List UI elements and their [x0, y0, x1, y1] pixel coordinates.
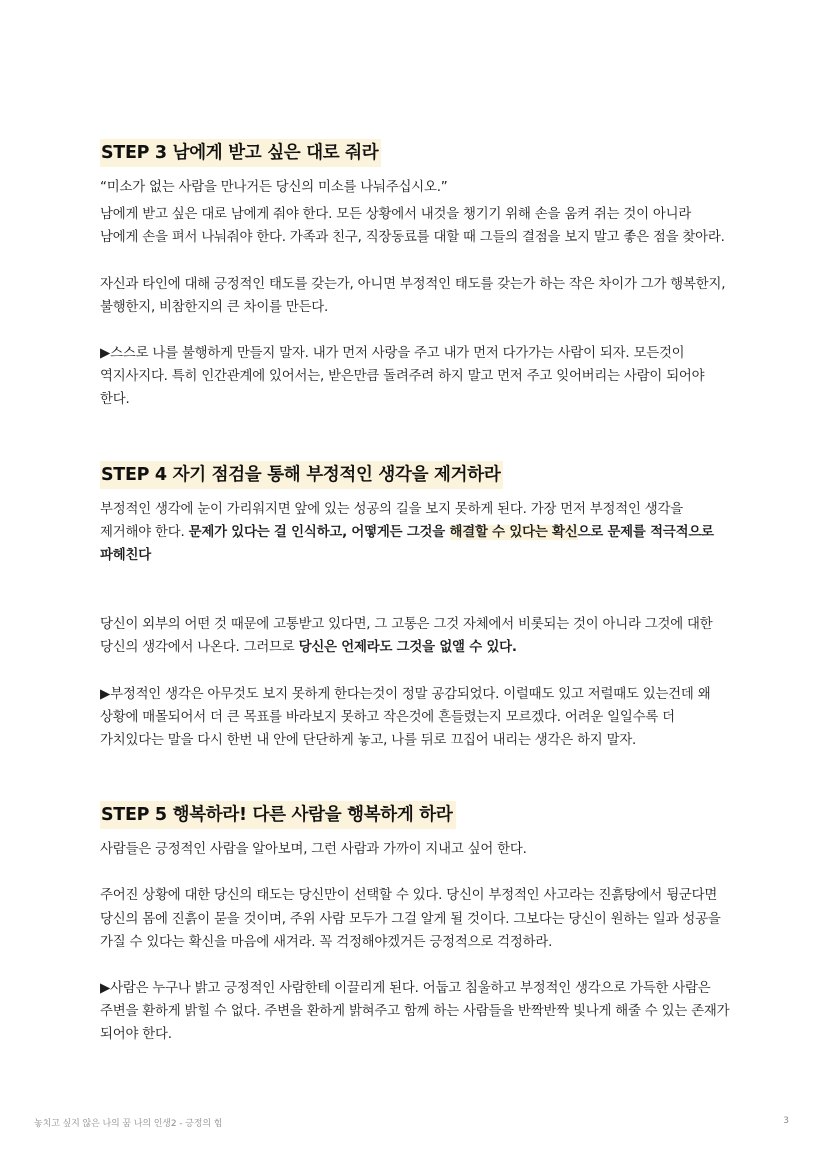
document-body — [100, 136, 732, 1047]
step3-quote: “미소가 없는 사람을 만나거든 당신의 미소를 나눠주십시오.” — [100, 180, 448, 195]
step3-paragraph-1: 남에게 받고 싶은 대로 남에게 줘야 한다. 모든 상황에서 내것을 챙기기 위해 손을 움켜 쥐는 것이 아니라 남에게 손을 펴서 나눠줘야 한다. 가족과 친구, 직장동료를 대할 때 그들의 결점을 보지 말고 좋은 점을 찾아라. — [100, 207, 725, 246]
step4-paragraph-2-bold: 당신은 언제라도 그것을 없앨 수 있다. — [298, 640, 517, 656]
section-step5 — [100, 798, 732, 1046]
page-number: 3 — [783, 1116, 789, 1126]
step4-heading: STEP 4 자기 점검을 통해 부정적인 생각을 제거하라 — [100, 461, 503, 489]
step5-paragraph-1: 사람들은 긍정적인 사람을 알아보며, 그런 사람과 가까이 지내고 싶어 한다. — [100, 842, 527, 858]
step4-paragraph-1-highlight: 해결할 수 있다는 확신 — [449, 524, 578, 540]
step4-paragraph-1-bold-a: 문제가 있다는 걸 인식하고, 어떻게든 그것을 — [188, 524, 450, 540]
step4-paragraph-1-bold-b: 으로 문제를 적극적으로 파헤친다 — [100, 524, 714, 564]
step3-heading: STEP 3 남에게 받고 싶은 대로 줘라 — [100, 139, 381, 167]
step3-paragraph-2: 자신과 타인에 대해 긍정적인 태도를 갖는가, 아니면 부정적인 태도를 갖는가 하는 작은 차이가 그가 행복한지, 불행한지, 비참한지의 큰 차이를 만든다. — [100, 276, 726, 315]
section-step4 — [100, 458, 732, 753]
step5-heading: STEP 5 행복하라! 다른 사람을 행복하게 하라 — [100, 801, 456, 829]
step5-paragraph-3: ▶사람은 누구나 밝고 긍정적인 사람한테 이끌리게 된다. 어둡고 침울하고 부정적인 생각으로 가득한 사람은 주변을 환하게 밝힐 수 없다. 주변을 환하게 밝혀주고 함께 하는 사람들을 반짝반짝 빛나게 해줄 수 있는 존재가 되어야 한다. — [100, 981, 730, 1043]
step5-paragraph-2: 주어진 상황에 대한 당신의 태도는 당신만이 선택할 수 있다. 당신이 부정적인 사고라는 진흙탕에서 뒹군다면 당신의 몸에 진흙이 묻을 것이며, 주위 사람 모두가 그걸 알게 될 것이다. 그보다는 당신이 원하는 일과 성공을 가질 수 있다는 확신을 마음에 새겨라. 꼭 걱정해야겠거든 긍정적으로 걱정하라. — [100, 888, 721, 950]
step4-paragraph-2-text: 당신이 외부의 어떤 것 때문에 고통받고 있다면, 그 고통은 그것 자체에서 비롯되는 것이 아니라 그것에 대한 당신의 생각에서 나온다. 그러므로 — [100, 617, 713, 656]
step3-paragraph-3: ▶스스로 나를 불행하게 만들지 말자. 내가 먼저 사랑을 주고 내가 먼저 다가가는 사람이 되자. 모든것이 역지사지다. 특히 인간관계에 있어서는, 받은만큼 돌려주려 하지 말고 먼저 주고 잊어버리는 사람이 되어야 한다. — [100, 346, 705, 408]
step4-paragraph-1 — [100, 498, 732, 568]
step4-paragraph-1-text: 부정적인 생각에 눈이 가리워지면 앞에 있는 성공의 길을 보지 못하게 된다. 가장 먼저 부정적인 생각을 제거해야 한다. — [100, 501, 683, 540]
section-step3 — [100, 136, 732, 412]
footer-title: 놓치고 싶지 않은 나의 꿈 나의 인생2 - 긍정의 힘 — [34, 1119, 223, 1129]
step4-paragraph-3: ▶부정적인 생각은 아무것도 보지 못하게 한다는것이 정말 공감되었다. 이럴때도 있고 저럴때도 있는건데 왜 상황에 매몰되어서 더 큰 목표를 바라보지 못하고 작은것에 흔들렸는지 모르겠다. 어려운 일일수록 더 가치있다는 말을 다시 한번 내 안에 단단하게 놓고, 나를 뒤로 끄집어 내리는 생각은 하지 말자. — [100, 686, 711, 749]
step4-paragraph-2 — [100, 613, 732, 659]
